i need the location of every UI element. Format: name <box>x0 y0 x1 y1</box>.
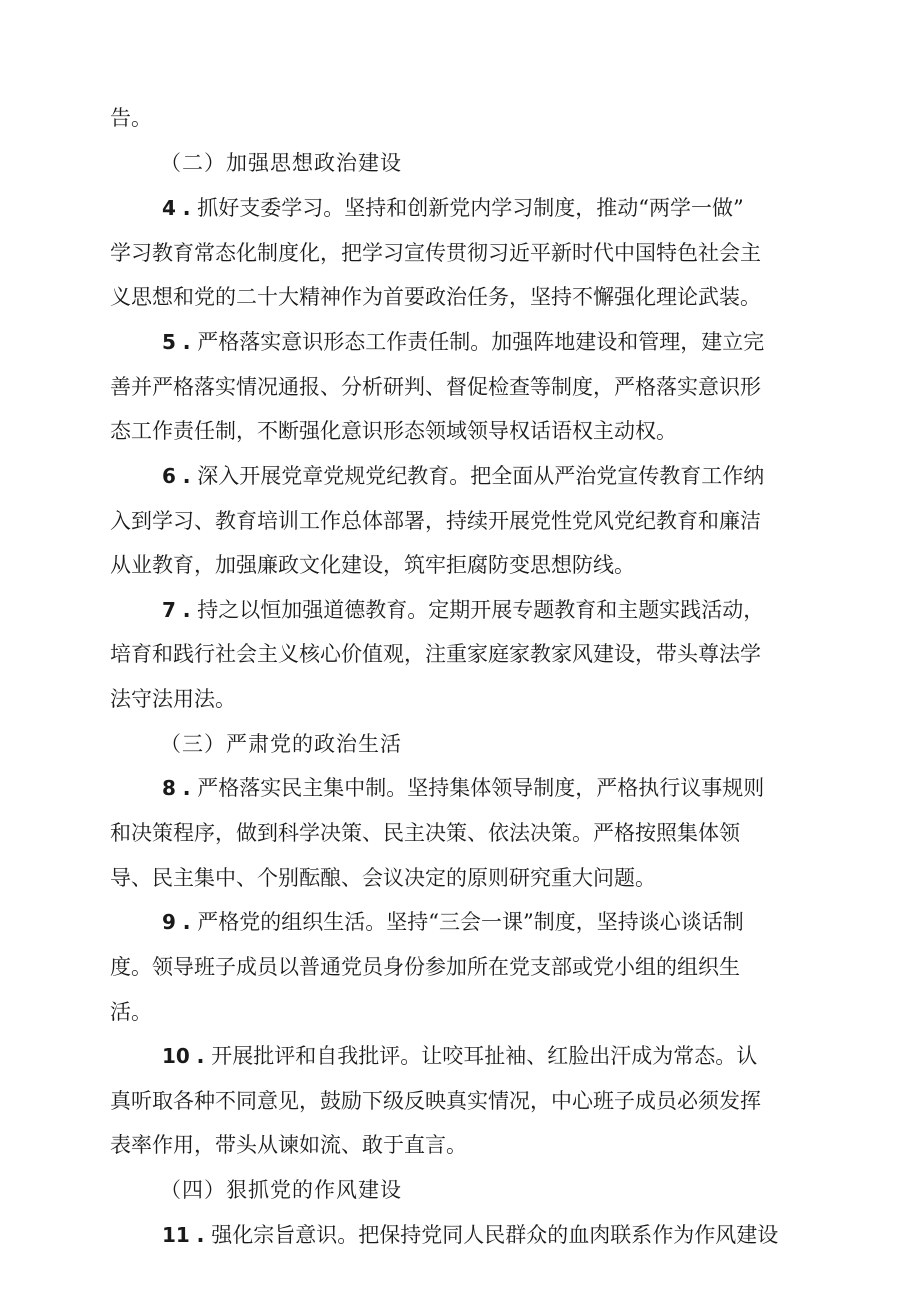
item-number: 10 <box>162 1044 190 1068</box>
text-line: 培育和践行社会主义核心价值观，注重家庭家教家风建设，带头尊法学 <box>110 642 761 666</box>
text-line: 度。领导班子成员以普通党员身份参加所在党支部或党小组的组织生 <box>110 955 740 979</box>
item-separator: . <box>182 196 191 220</box>
item-text: 强化宗旨意识。把保持党同人民群众的血肉联系作为作风建设 <box>211 1223 779 1247</box>
item-separator: . <box>182 910 191 934</box>
text-line: 导、民主集中、个别酝酿、会议决定的原则研究重大问题。 <box>110 866 656 890</box>
text-line: 表率作用，带头从谏如流、敢于直言。 <box>110 1133 467 1157</box>
item-separator: . <box>182 464 191 488</box>
item-6-first-line <box>162 461 764 491</box>
item-7-first-line <box>162 595 764 625</box>
item-4-first-line <box>162 193 744 223</box>
item-separator: . <box>196 1044 205 1068</box>
text-line: 义思想和党的二十大精神作为首要政治任务，坚持不懈强化理论武装。 <box>110 285 761 309</box>
item-text: 抓好支委学习。坚持和创新党内学习制度，推动“两学一做” <box>197 196 744 220</box>
section-heading: （二）加强思想政治建设 <box>160 151 402 175</box>
text-line: 和决策程序，做到科学决策、民主决策、依法决策。严格按照集体领 <box>110 821 740 845</box>
text-line: 善并严格落实情况通报、分析研判、督促检查等制度，严格落实意识形 <box>110 375 761 399</box>
text-line: 法守法用法。 <box>110 687 236 711</box>
section-heading: （三）严肃党的政治生活 <box>160 732 402 756</box>
item-number: 7 <box>162 598 176 622</box>
text-line: 态工作责任制，不断强化意识形态领域领导权话语权主动权。 <box>110 419 677 443</box>
section-heading: （四）狠抓党的作风建设 <box>160 1178 402 1202</box>
item-text: 严格落实民主集中制。坚持集体领导制度，严格执行议事规则 <box>197 776 765 800</box>
item-number: 5 <box>162 330 176 354</box>
item-number: 11 <box>162 1223 190 1247</box>
text-line: 告。 <box>110 106 152 130</box>
text-line: 学习教育常态化制度化，把学习宣传贯彻习近平新时代中国特色社会主 <box>110 241 761 265</box>
item-number: 4 <box>162 196 176 220</box>
item-number: 6 <box>162 464 176 488</box>
text-line: 入到学习、教育培训工作总体部署，持续开展党性党风党纪教育和廉洁 <box>110 509 761 533</box>
item-separator: . <box>182 776 191 800</box>
item-number: 8 <box>162 776 176 800</box>
text-line: 从业教育，加强廉政文化建设，筑牢拒腐防变思想防线。 <box>110 553 635 577</box>
item-text: 开展批评和自我批评。让咬耳扯袖、红脸出汗成为常态。认 <box>211 1044 758 1068</box>
item-separator: . <box>182 330 191 354</box>
item-8-first-line <box>162 773 764 803</box>
item-text: 持之以恒加强道德教育。定期开展专题教育和主题实践活动， <box>197 598 765 622</box>
item-text: 严格落实意识形态工作责任制。加强阵地建设和管理，建立完 <box>197 330 765 354</box>
item-separator: . <box>182 598 191 622</box>
item-text: 深入开展党章党规党纪教育。把全面从严治党宣传教育工作纳 <box>197 464 765 488</box>
item-text: 严格党的组织生活。坚持“三会一课”制度，坚持谈心谈话制 <box>197 910 744 934</box>
item-11-first-line <box>162 1220 778 1250</box>
text-line: 真听取各种不同意见，鼓励下级反映真实情况，中心班子成员必须发挥 <box>110 1089 761 1113</box>
item-number: 9 <box>162 910 176 934</box>
text-line: 活。 <box>110 1000 152 1024</box>
item-separator: . <box>196 1223 205 1247</box>
item-10-first-line <box>162 1041 757 1071</box>
item-9-first-line <box>162 907 744 937</box>
item-5-first-line <box>162 327 764 357</box>
